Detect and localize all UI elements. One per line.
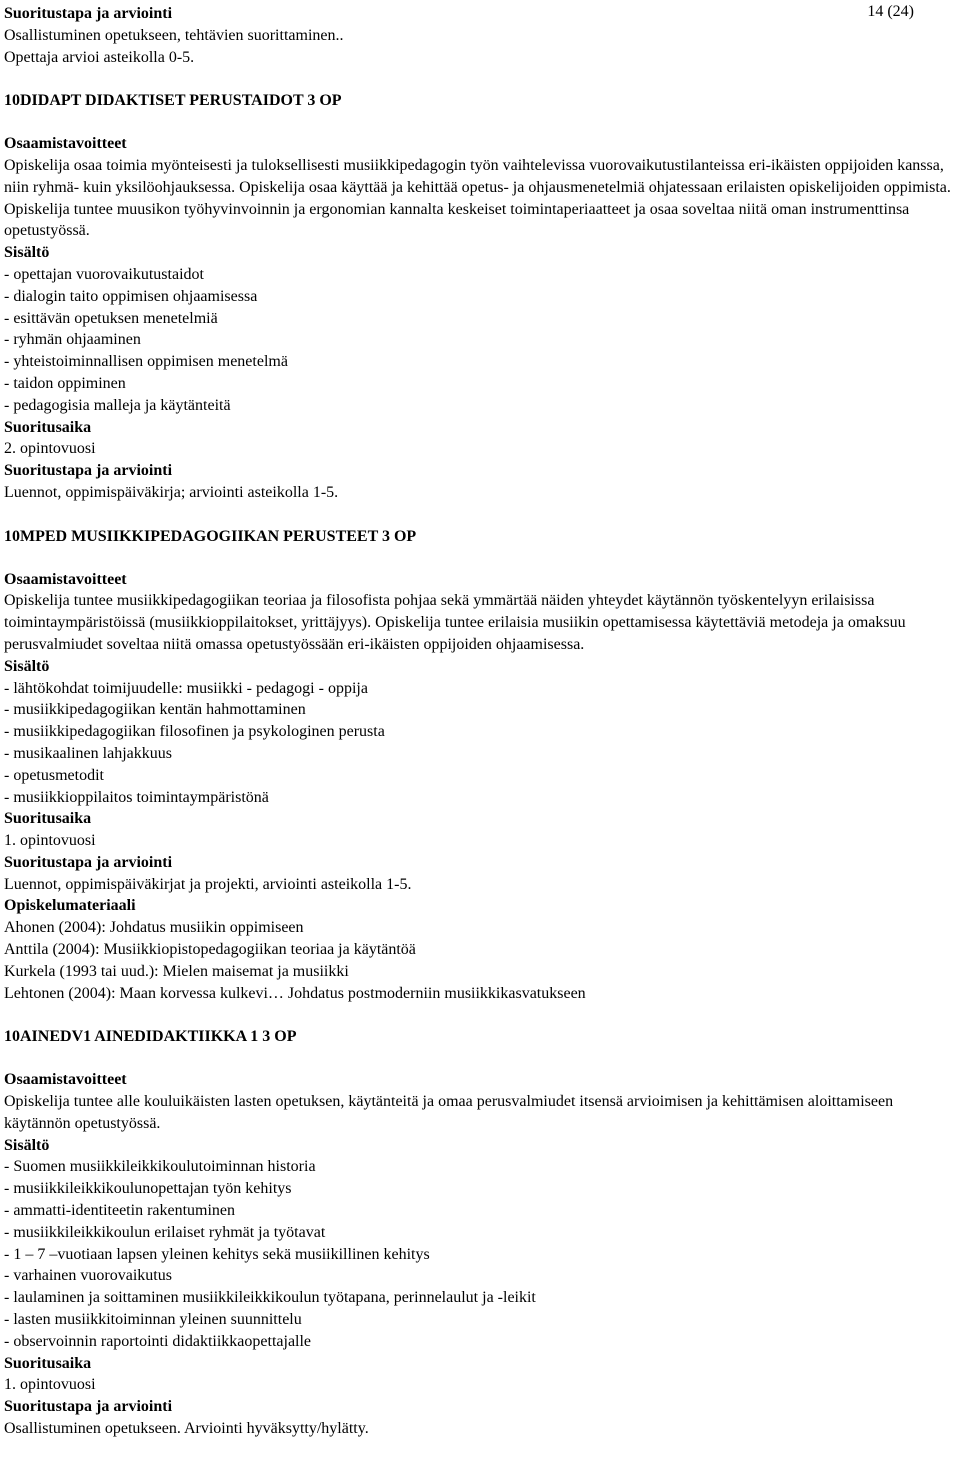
assessment-heading: Suoritustapa ja arviointi bbox=[4, 462, 173, 480]
goals-heading: Osaamistavoitteet bbox=[4, 570, 127, 588]
material-item: Anttila (2004): Musiikkiopistopedagogiikan teoriaa ja käytäntöä bbox=[4, 941, 416, 959]
list-item: - laulaminen ja soittaminen musiikkileikkikoulun työtapana, perinnelaulut ja -leikit bbox=[4, 1289, 536, 1307]
content-heading: Sisältö bbox=[4, 244, 50, 262]
content-heading: Sisältö bbox=[4, 1136, 50, 1154]
material-item: Lehtonen (2004): Maan korvessa kulkevi… Johdatus postmoderniin musiikkikasvatukseen bbox=[4, 984, 586, 1002]
time-value: 1. opintovuosi bbox=[4, 832, 96, 850]
goals-text: Opiskelija tuntee alle kouluikäisten lasten opetuksen, käytänteitä ja omaa perusvalmiudet itsensä arvioimisen ja kehittämisen aloittamiseen käytännön opetustyössä. bbox=[4, 1093, 894, 1132]
list-item: - esittävän opetuksen menetelmiä bbox=[4, 309, 218, 327]
course-title: 10MPED MUSIIKKIPEDAGOGIIKAN PERUSTEET 3 OP bbox=[4, 527, 417, 545]
goals-text: Opiskelija osaa toimia myönteisesti ja tuloksellisesti musiikkipedagogin työn vaihtelevissa vuorovaikutustilanteissa eri-ikäisten oppijoiden kanssa, niin ryhmä- kuin yksilöohjauksessa. Opiskelija osaa käyttää ja kehittää opetus- ja ohjausmenetelmiä ohjatessaan erilaisten opiskelijoiden oppimista. Opiskelija tuntee muusikon työhyvinvoinnin ja ergonomian kannalta keskeiset toimintaperiaatteet ja osaa soveltaa niitä oman instrumenttinsa opetustyössä. bbox=[4, 156, 951, 240]
materials-heading: Opiskelumateriaali bbox=[4, 897, 136, 915]
assessment-value: Luennot, oppimispäiväkirja; arviointi asteikolla 1-5. bbox=[4, 483, 339, 501]
list-item: - opettajan vuorovaikutustaidot bbox=[4, 265, 204, 283]
time-heading: Suoritusaika bbox=[4, 810, 92, 828]
list-item: - musiikkipedagogiikan kentän hahmottaminen bbox=[4, 701, 306, 719]
assessment-heading: Suoritustapa ja arviointi bbox=[4, 853, 173, 871]
assessment-value: Luennot, oppimispäiväkirjat ja projekti, arviointi asteikolla 1-5. bbox=[4, 875, 412, 893]
goals-heading: Osaamistavoitteet bbox=[4, 135, 127, 153]
list-item: - varhainen vuorovaikutus bbox=[4, 1267, 172, 1285]
list-item: - Suomen musiikkileikkikoulutoiminnan historia bbox=[4, 1158, 316, 1176]
list-item: - musikaalinen lahjakkuus bbox=[4, 744, 172, 762]
course-title: 10AINEDV1 AINEDIDAKTIIKKA 1 3 OP bbox=[4, 1028, 297, 1046]
time-heading: Suoritusaika bbox=[4, 418, 92, 436]
list-item: - ammatti-identiteetin rakentuminen bbox=[4, 1202, 236, 1220]
list-item: - ryhmän ohjaaminen bbox=[4, 331, 141, 349]
list-item: - observoinnin raportointi didaktiikkaopettajalle bbox=[4, 1332, 312, 1350]
list-item: - yhteistoiminnallisen oppimisen menetelmä bbox=[4, 353, 288, 371]
list-item: - musiikkileikkikoulunopettajan työn kehitys bbox=[4, 1180, 292, 1198]
list-item: - musiikkipedagogiikan filosofinen ja psykologinen perusta bbox=[4, 723, 385, 741]
course-title: 10DIDAPT DIDAKTISET PERUSTAIDOT 3 OP bbox=[4, 92, 342, 110]
content-list bbox=[4, 1156, 956, 1352]
content-heading: Sisältö bbox=[4, 657, 50, 675]
list-item: - opetusmetodit bbox=[4, 766, 104, 784]
list-item: - musiikkioppilaitos toimintaympäristönä bbox=[4, 788, 269, 806]
assessment-heading: Suoritustapa ja arviointi bbox=[4, 1398, 173, 1416]
content-list bbox=[4, 264, 956, 417]
materials-list bbox=[4, 917, 956, 1004]
time-value: 2. opintovuosi bbox=[4, 440, 96, 458]
list-item: - dialogin taito oppimisen ohjaamisessa bbox=[4, 287, 258, 305]
document-page bbox=[4, 3, 956, 1440]
list-item: - musiikkileikkikoulun erilaiset ryhmät ja työtavat bbox=[4, 1223, 326, 1241]
content-list bbox=[4, 678, 956, 809]
list-item: - 1 – 7 –vuotiaan lapsen yleinen kehitys sekä musiikillinen kehitys bbox=[4, 1245, 430, 1263]
material-item: Kurkela (1993 tai uud.): Mielen maisemat ja musiikki bbox=[4, 962, 349, 980]
time-heading: Suoritusaika bbox=[4, 1354, 92, 1372]
intro-line: Opettaja arvioi asteikolla 0-5. bbox=[4, 48, 195, 66]
list-item: - pedagogisia malleja ja käytänteitä bbox=[4, 396, 231, 414]
assessment-value: Osallistuminen opetukseen. Arviointi hyväksytty/hylätty. bbox=[4, 1420, 369, 1438]
list-item: - lasten musiikkitoiminnan yleinen suunnittelu bbox=[4, 1311, 302, 1329]
intro-line: Osallistuminen opetukseen, tehtävien suorittaminen.. bbox=[4, 26, 344, 44]
goals-heading: Osaamistavoitteet bbox=[4, 1071, 127, 1089]
list-item: - lähtökohdat toimijuudelle: musiikki - pedagogi - oppija bbox=[4, 679, 368, 697]
page-number: 14 (24) bbox=[867, 3, 914, 20]
list-item: - taidon oppiminen bbox=[4, 374, 126, 392]
intro-heading: Suoritustapa ja arviointi bbox=[4, 5, 173, 22]
goals-text: Opiskelija tuntee musiikkipedagogiikan teoriaa ja filosofista pohjaa sekä ymmärtää näiden yhteydet käytännön työskentelyyn erilaisissa toimintaympäristöissä (musiikkioppilaitokset, yrittäjyys). Opiskelija tuntee erilaisia musiikin opettamisessa käytettäviä metodeja ja omaksuu perusvalmiudet soveltaa niitä omassa opetustyössään eri-ikäisten oppijoiden ohjaamisessa. bbox=[4, 592, 906, 653]
material-item: Ahonen (2004): Johdatus musiikin oppimiseen bbox=[4, 919, 304, 937]
time-value: 1. opintovuosi bbox=[4, 1376, 96, 1394]
